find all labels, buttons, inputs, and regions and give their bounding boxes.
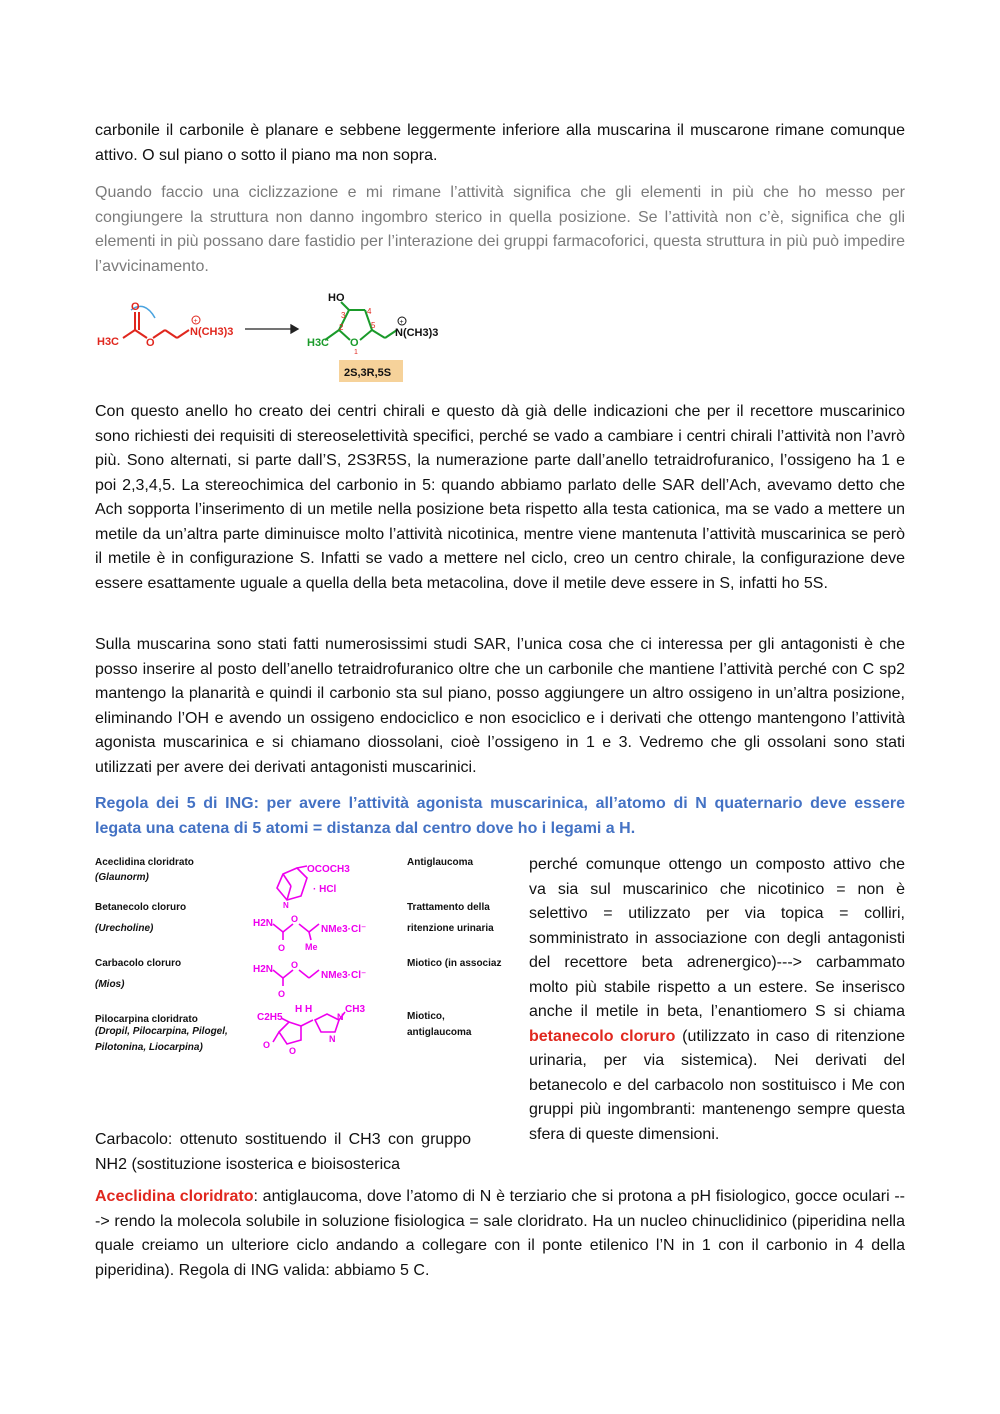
reaction-arrow-icon xyxy=(245,325,298,333)
muscarine-reaction-scheme xyxy=(95,288,455,388)
betanecolo-highlight: betanecolo cloruro xyxy=(529,1027,676,1045)
right-trimethylammonium-label: N(CH3)3 xyxy=(395,327,439,339)
aceclidina-structure xyxy=(277,866,307,900)
aceclidina-highlight: Aceclidina cloridrato xyxy=(95,1188,254,1205)
pilocarpina-ch3-label: CH3 xyxy=(345,1004,366,1015)
paragraph-muscarone: carbonile il carbonile è planare e sebbene leggermente inferiore alla muscarina il muscarone rimane comunque attivo. O sul piano o sotto il piano ma non sopra. xyxy=(95,122,905,164)
ococh3-label: OCOCH3 xyxy=(307,864,350,875)
left-carbonyl-o-label: O xyxy=(131,301,140,313)
ring-number-1: 1 xyxy=(354,349,358,356)
hcl-label: · HCl xyxy=(313,884,337,895)
drug-name-pilocarpina: Pilocarpina cloridrato xyxy=(95,1014,198,1025)
paragraph-aceclidina xyxy=(95,1185,905,1283)
carbacolo-structure xyxy=(273,970,319,986)
imidazole-n2-label: N xyxy=(329,1034,336,1044)
left-trimethylammonium-label: N(CH3)3 xyxy=(190,326,234,338)
drug-structures xyxy=(245,852,405,1087)
paragraph-cyclization: Quando faccio una ciclizzazione e mi rimane l’attività significa che gli elementi in più che ho messo per congiungere la struttura non danno ingombro sterico in quella posizione. Se l’attività non c’è, significa che gli elementi in più possano dare fastidio per l’interazione dei gruppi farmacoforici, questa struttura in più può impedire l’avvicinamento. xyxy=(95,184,905,275)
drug-use-ritenzione: Trattamento della ritenzione urinaria xyxy=(407,902,494,934)
paragraph-aceclidina-text: : antiglaucoma, dove l’atomo di N è terziario che si protona a pH fisiologico, gocce oculari ---> rendo la molecola solubile in soluzione fisiologica = sale cloridrato. Ha un nucleo chinuclidinico (piperidina nella quale creiamo un ulteriore ciclo andando a collegare con il ponte etilenico l’N in 1 con il carbonio in 4 della piperidina). Regola di ING valida: abbiamo 5 C. xyxy=(95,1188,906,1279)
drug-use-miotico-antiglaucoma: Miotico, antiglaucoma xyxy=(407,1011,472,1038)
paragraph-carbammato xyxy=(529,853,905,1147)
imidazole-n1-label: N xyxy=(337,1012,344,1022)
paragraph-carbammato-text-a: perché comunque ottengo un composto attivo che va sia sul muscarinico che nicotinico = non è selettivo = utilizzato per via topica = colliri, somministrato in associazione con degli antagonisti del recettore beta adrenergico)---> carbammato molto più stabile rispetto a un estere. Se inserisco anche il metile in beta, l’enantiomero S si chiama xyxy=(529,856,905,1020)
ring-number-5: 5 xyxy=(371,321,376,330)
paragraph-chiral-centers: Con questo anello ho creato dei centri chirali e questo dà già delle indicazioni che per il recettore muscarinico sono richiesti dei requisiti di stereoselettività specifici, perché se vado a cambiare i centri chirali l’attività non l’avrò più. Sono alternati, si parte dall’S, 2S3R5S, la numerazione parte dall’anello tetraidrofuranico, l’ossigeno ha 1 e poi 2,3,4,5. La stereochimica del carbonio in 5: quando abbiamo parlato delle SAR dell’Ach, avevamo detto che Ach sopporta l’inserimento di un metile nella posizione beta rispetto alla testa cationica, ma se vado a mettere un metile da un’altra parte diminuisce molto l’attività nicotinica, mentre viene mantenuta l’attività muscarinica se però il metile è in configurazione S. Infatti se vado a mettere nel ciclo, creo un centro chirale, la configurazione deve essere esattamente uguale a quella della beta metacolina, dove il metile deve essere in S, infatti ho 5S. xyxy=(95,403,905,592)
ring-number-4: 4 xyxy=(367,307,372,316)
drug-name-carbacolo: Carbacolo cloruro xyxy=(95,958,182,969)
carbacolo-o-label: O xyxy=(291,960,299,970)
c2h5-label: C2H5 xyxy=(257,1012,283,1023)
ring-oxygen-label: O xyxy=(350,337,359,349)
cholinergic-drugs-table xyxy=(95,852,505,1087)
betanecolo-carbonyl-o-label: O xyxy=(278,943,286,953)
muscarine-structure xyxy=(325,302,397,340)
quinuclidine-n-label: N xyxy=(283,901,289,910)
betanecolo-me-label: Me xyxy=(305,942,318,952)
paragraph-sar-studies: Sulla muscarina sono stati fatti numerosissimi studi SAR, l’unica cosa che ci interessa per gli antagonisti è che posso inserire al posto dell’anello tetraidrofuranico oltre che un carbonile che mantiene l’attività perché con C sp2 mantengo la planarità e quindi il carbonio sta sul piano, posso aggiungere un altro ossigeno in un’altra posizione, eliminando l’OH e avendo un ossigeno endociclico e non esociclico e i derivati che ottengo mantengono l’attività agonista muscarinica e si chiamano diossolani, cioè l’ossigeno in 1 e 3. Vedremo che gli ossolani sono stati utilizzati per avere dei derivati antagonisti muscarinici. xyxy=(95,636,905,776)
lactone-ring-o-label: O xyxy=(289,1046,297,1056)
betanecolo-nme3cl-label: NMe3·Cl⁻ xyxy=(321,924,367,935)
drug-brand-urecholine: (Urecholine) xyxy=(95,923,154,934)
drug-name-aceclidina: Aceclidina cloridrato xyxy=(95,857,194,868)
betanecolo-structure xyxy=(273,924,319,940)
drug-name-betanecolo: Betanecolo cloruro xyxy=(95,902,187,913)
betanecolo-h2n-label: H2N xyxy=(253,918,274,929)
lactone-carbonyl-o-label: O xyxy=(263,1040,271,1050)
configuration-label: 2S,3R,5S xyxy=(344,367,392,379)
drug-use-antiglaucoma: Antiglaucoma xyxy=(407,857,474,868)
carbacolo-carbonyl-o-label: O xyxy=(278,989,286,999)
ring-number-2: 2 xyxy=(339,323,344,332)
paragraph-carbacolo: Carbacolo: ottenuto sostituendo il CH3 con gruppo NH2 (sostituzione isosterica e bioisosterica xyxy=(95,1131,471,1173)
right-hydroxyl-label: HO xyxy=(328,292,345,304)
drug-brand-glaunorm: (Glaunorm) xyxy=(95,872,149,883)
ring-number-3: 3 xyxy=(341,311,346,320)
svg-text:+: + xyxy=(193,318,198,325)
carbacolo-nme3cl-label: NMe3·Cl⁻ xyxy=(321,970,367,981)
drug-brand-pilocarpina: (Dropil, Pilocarpina, Pilogel, Pilotonina, Liocarpina) xyxy=(95,1026,228,1053)
paragraph-carbammato-text-b: (utilizzato in caso di ritenzione urinaria, per via sistemica). Nei derivati del betanecolo e del carbacolo non sostituisco i Me con gruppi più ingombranti: mantenengo sempre questa sfera di queste dimensioni. xyxy=(529,1027,905,1143)
betanecolo-o-label: O xyxy=(291,914,299,924)
drug-use-miotico: Miotico (in associaz xyxy=(407,958,502,969)
left-ester-o-label: O xyxy=(146,337,155,349)
carbacolo-h2n-label: H2N xyxy=(253,964,274,975)
hh-label: H H xyxy=(295,1004,313,1015)
drug-brand-mios: (Mios) xyxy=(95,979,125,990)
rule-of-five-ing: Regola dei 5 di ING: per avere l’attività agonista muscarinica, all’atomo di N quaternario deve essere legata una catena di 5 atomi = distanza dal centro dove ho i legami a H. xyxy=(95,795,905,837)
left-h3c-label: H3C xyxy=(97,336,120,348)
svg-text:+: + xyxy=(399,319,404,326)
right-h3c-label: H3C xyxy=(307,337,330,349)
